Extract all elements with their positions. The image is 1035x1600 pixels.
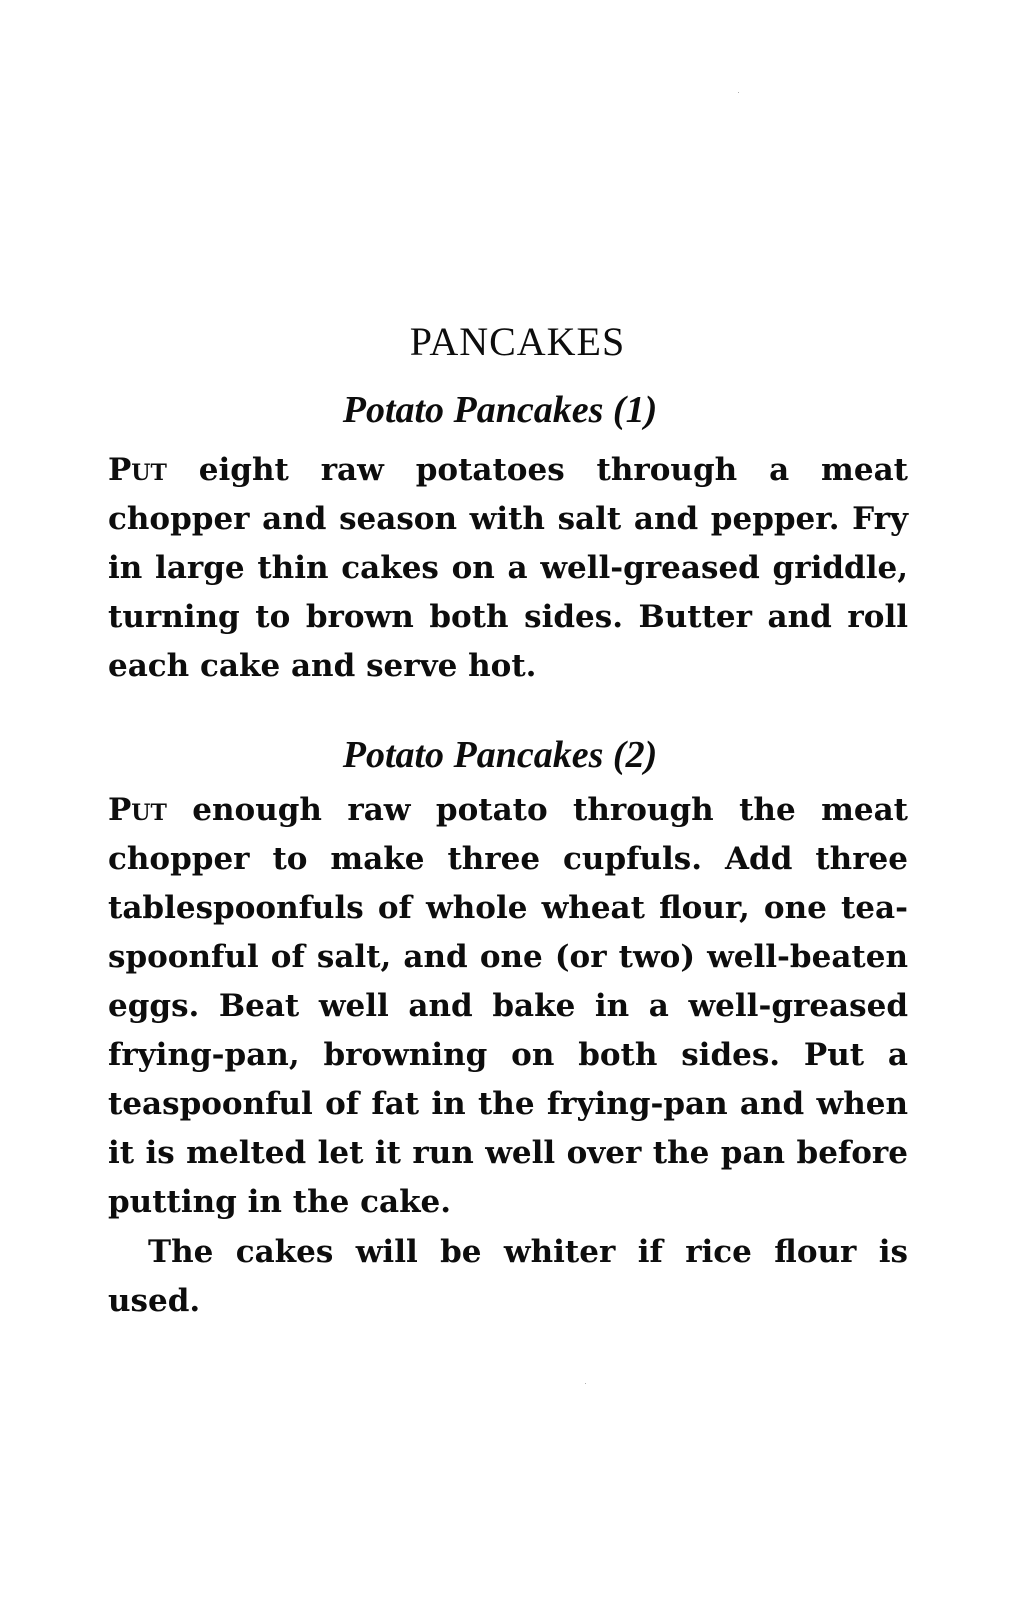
scan-speck xyxy=(738,92,739,93)
paragraph-text: eight raw potatoes through a meat chopper and season with salt and pepper. Fry in large thin cakes on a well-greased griddle, turning to brown both sides. Butter and roll each cake and serve hot. xyxy=(108,452,908,684)
recipe-body-2 xyxy=(108,786,908,1227)
chapter-title: PANCAKES xyxy=(409,319,626,364)
recipe-note-text: The cakes will be whiter if rice flour is used. xyxy=(108,1234,908,1319)
recipe-body-1 xyxy=(108,446,908,691)
recipe-title-2: Potato Pancakes (2) xyxy=(342,734,658,776)
recipe-paragraph-2 xyxy=(108,786,908,1227)
recipe-note-2 xyxy=(108,1228,908,1326)
paragraph-lead-word: Put xyxy=(108,792,167,828)
recipe-title-1: Potato Pancakes (1) xyxy=(342,389,658,431)
recipe-paragraph-1 xyxy=(108,446,908,691)
paragraph-text: enough raw potato through the meat chopper to make three cupfuls. Add three tablespoonfuls of whole wheat flour, one tea-spoonful of salt, and one (or two) well-beaten eggs. Beat well and bake in a well-greased frying-pan, browning on both sides. Put a teaspoonful of fat in the frying-pan and when it is melted let it run well over the pan before putting in the cake. xyxy=(108,792,908,1220)
scan-speck xyxy=(585,1383,586,1384)
paragraph-lead-word: Put xyxy=(108,452,167,488)
